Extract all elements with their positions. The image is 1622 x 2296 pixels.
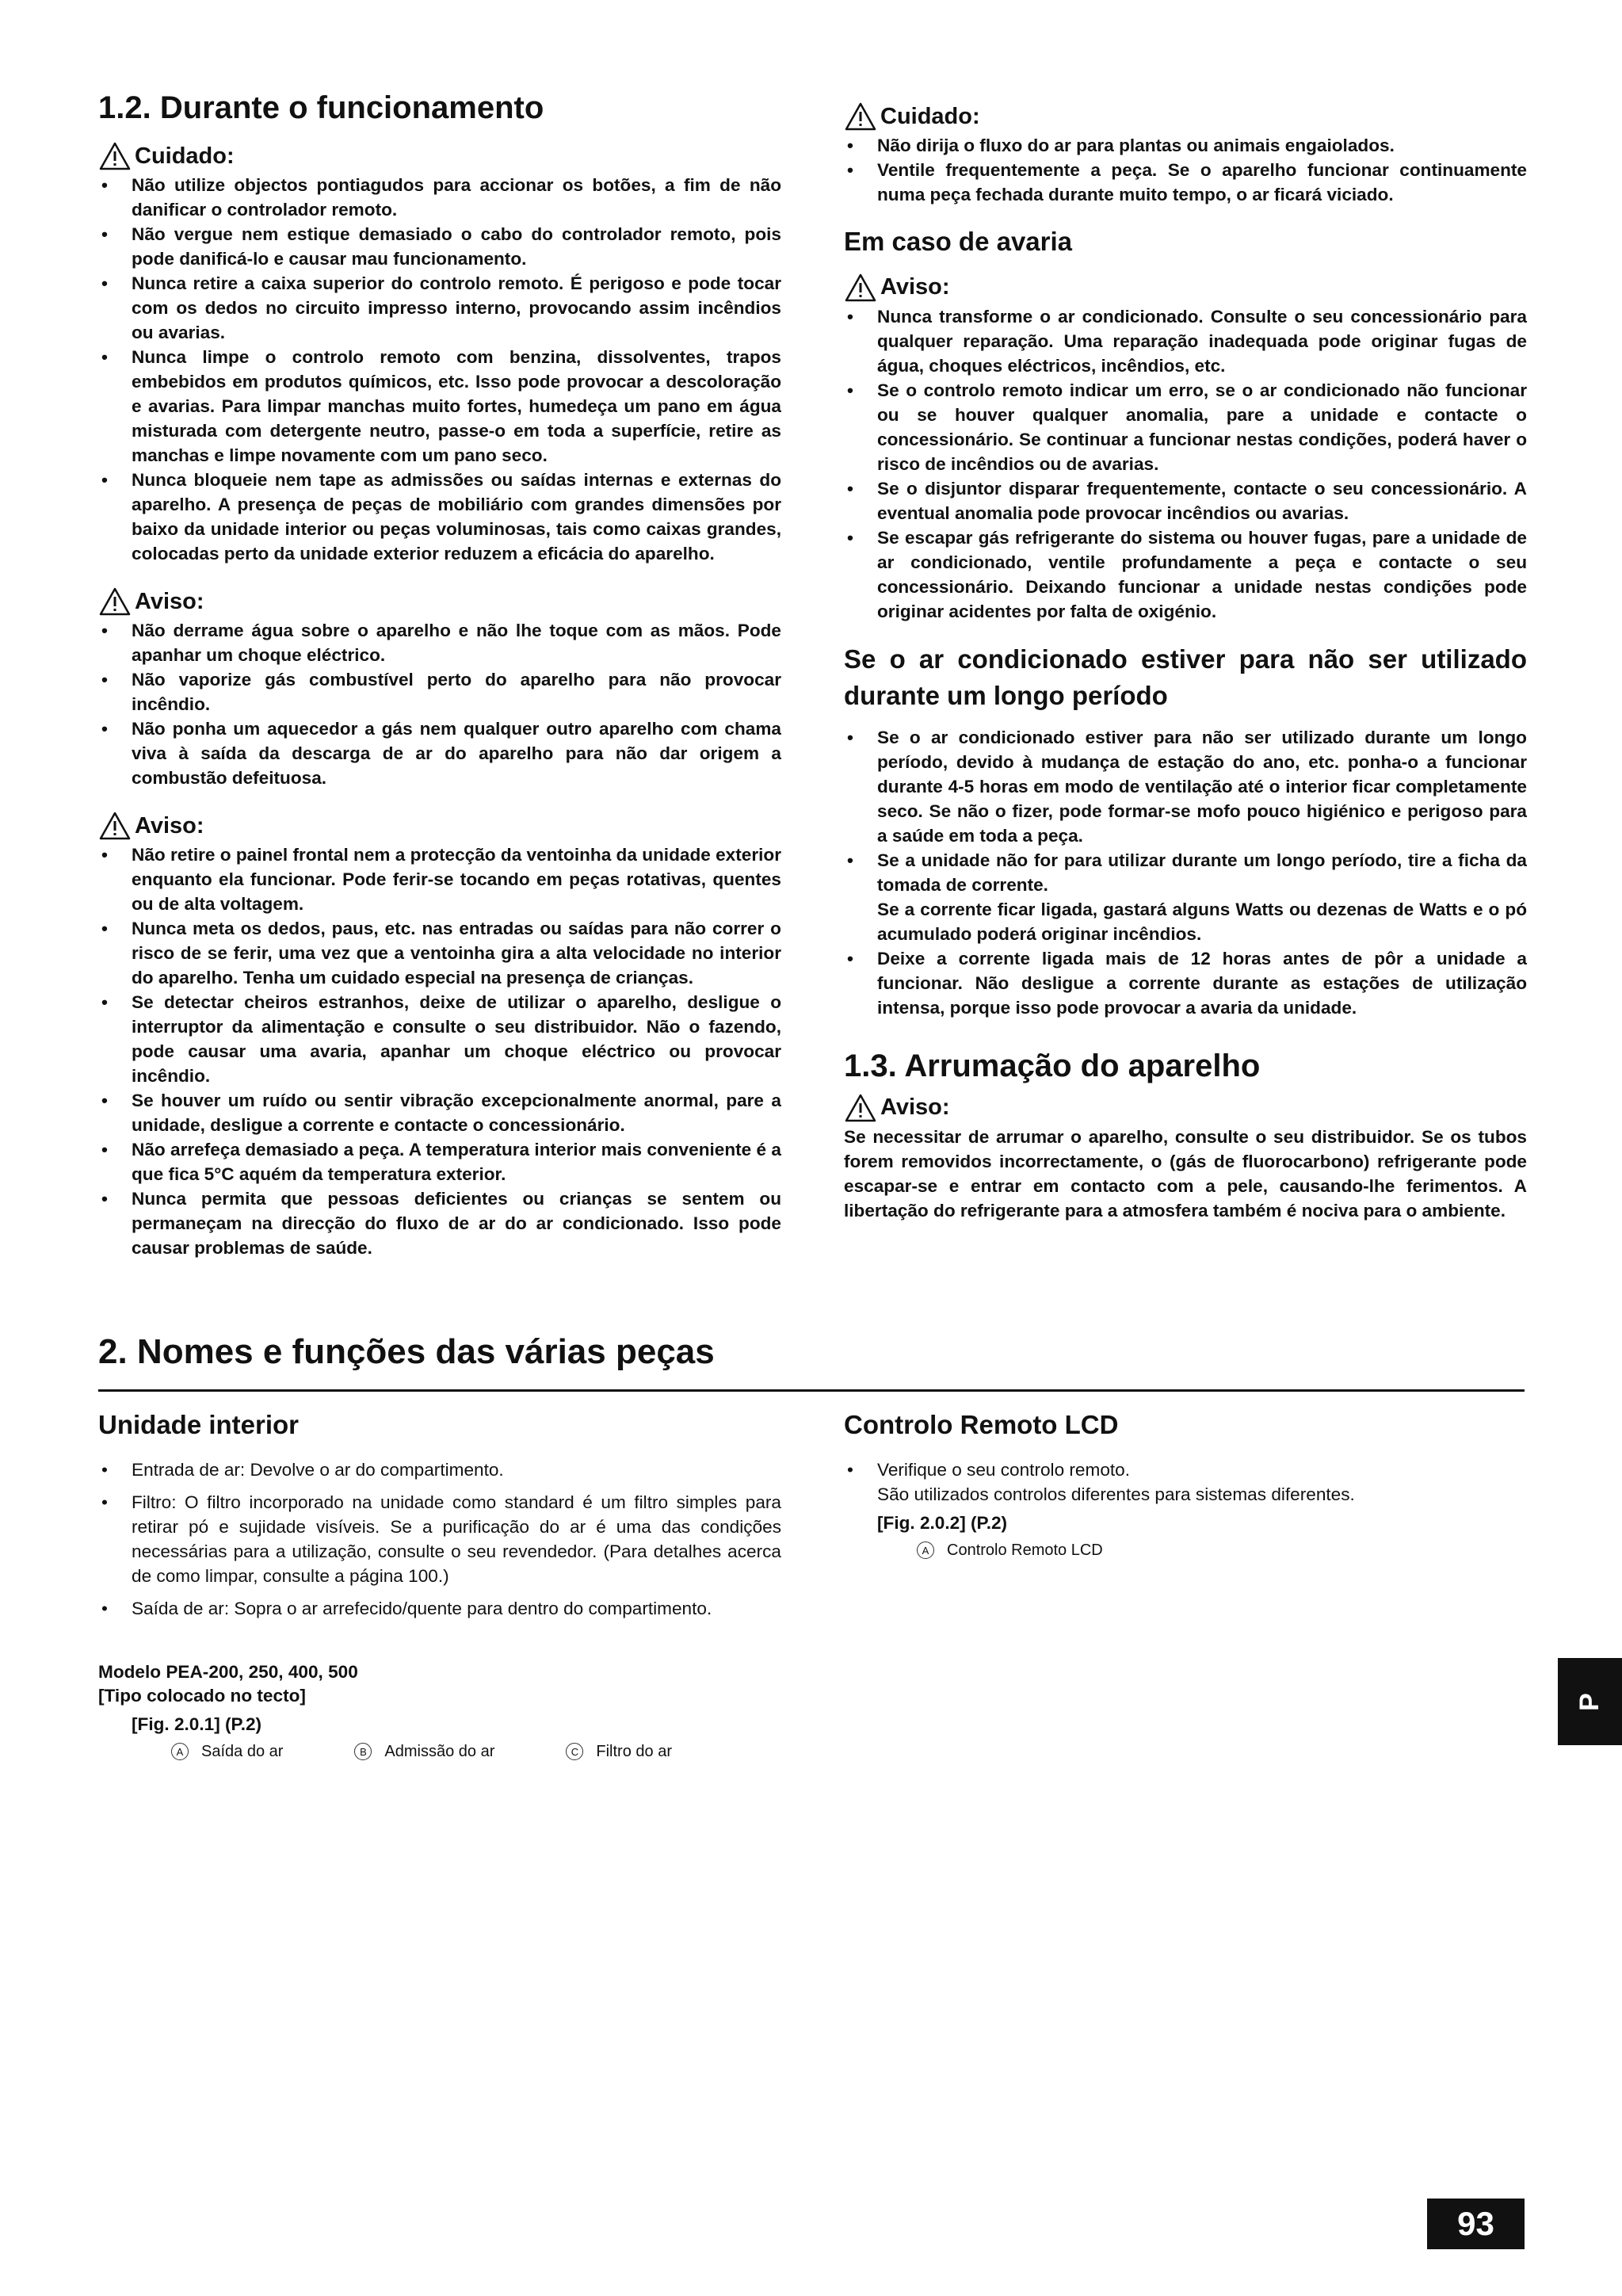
list-item: • Nunca bloqueie nem tape as admissões ou saídas internas e externas do aparelho. A presença de peças de mobiliário com grandes dimensões por baixo da unidade interior ou peças voluminosas, tais como caixas grandes, colocadas perto da unidade exterior reduzem a eficácia do aparelho. [98,468,781,566]
breakdown-heading: Em caso de avaria [844,227,1073,256]
remote-control-list [844,1457,1527,1507]
list-item: • Não dirija o fluxo do ar para plantas ou animais engaiolados. [844,133,1527,158]
warning-list [98,618,781,790]
warning-triangle-icon [844,273,877,303]
warning-label: Aviso: [844,1093,1527,1123]
warning-triangle-icon [98,811,132,841]
legend-item: A Controlo Remoto LCD [917,1541,1103,1560]
section-divider [98,1389,1525,1392]
legend-item: B Admissão do ar [354,1743,494,1761]
indoor-unit-heading: Unidade interior [98,1410,300,1439]
list-item: • Saída de ar: Sopra o ar arrefecido/quente para dentro do compartimento. [98,1596,781,1621]
list-item: • Entrada de ar: Devolve o ar do compartimento. [98,1457,781,1482]
list-item: • Filtro: O filtro incorporado na unidade como standard é um filtro simples para retirar pó e sujidade visíveis. Se a purificação do ar é uma das condições necessárias para a utilização, consulte o seu revendedor. (Para detalhes acerca de como limpar, consulte a página 100.) [98,1490,781,1588]
section-1-2-heading: 1.2. Durante o funcionamento [98,90,544,125]
list-item: • Nunca retire a caixa superior do controlo remoto. É perigoso e pode tocar com os dedos no circuito impresso interno, provocando assim incêndios ou avarias. [98,271,781,345]
remote-control-heading: Controlo Remoto LCD [844,1410,1119,1439]
list-item: • Não vaporize gás combustível perto do aparelho para não provocar incêndio. [98,667,781,716]
left-column [98,89,781,1260]
indoor-unit-block [98,1408,781,1761]
list-item: • Nunca transforme o ar condicionado. Consulte o seu concessionário para qualquer reparação. Uma reparação inadequada pode originar fugas de água, choques eléctricos, incêndios, etc. [844,304,1527,378]
section-2-heading: 2. Nomes e funções das várias peças [98,1332,715,1371]
right-column [844,101,1527,1223]
page-number: 93 [1427,2199,1525,2249]
model-type: [Tipo colocado no tecto] [98,1685,306,1706]
list-item: • Se o controlo remoto indicar um erro, se o ar condicionado não funcionar ou se houver qualquer anomalia, pare a unidade e contacte o concessionário. Se continuar a funcionar nestas condições, poderá haver o risco de incêndios ou de avarias. [844,378,1527,476]
list-item: • Se o disjuntor disparar frequentemente, contacte o seu concessionário. A eventual anomalia pode provocar incêndios ou avarias. [844,476,1527,525]
circled-letter-icon: A [171,1743,189,1760]
list-item: • Não vergue nem estique demasiado o cabo do controlador remoto, pois pode danificá-lo e causar mau funcionamento. [98,222,781,271]
list-item: • Deixe a corrente ligada mais de 12 horas antes de pôr a unidade a funcionar. Não desligue a corrente durante as estações de utilização intensa, porque isso pode provocar a avaria da unidade. [844,946,1527,1020]
legend-item: A Saída do ar [171,1743,283,1761]
list-item: • Não utilize objectos pontiagudos para accionar os botões, a fim de não danificar o controlador remoto. [98,173,781,222]
warning-triangle-icon [844,101,877,132]
circled-letter-icon: C [566,1743,583,1760]
figure-legend [917,1541,1527,1560]
warning-label: Aviso: [98,811,781,841]
warning-triangle-icon [98,586,132,617]
indoor-unit-list [98,1457,781,1621]
model-name: Modelo PEA-200, 250, 400, 500 [98,1661,358,1682]
warning-label: Aviso: [844,273,1527,303]
section-1-3-heading: 1.3. Arrumação do aparelho [844,1048,1261,1083]
warning-label: Aviso: [98,586,781,617]
list-item: • Se escapar gás refrigerante do sistema ou houver fugas, pare a unidade de ar condicionado, ventile profundamente a peça e contacte o seu concessionário. Deixando funcionar a unidade nestas condições pode originar acidentes por falta de oxigénio. [844,525,1527,624]
warning-triangle-icon [844,1093,877,1123]
warning-list [98,842,781,1260]
caution-label: Cuidado: [98,141,781,171]
caution-list [844,133,1527,207]
list-item: • Nunca permita que pessoas deficientes ou crianças se sentem ou permaneçam na direcção do fluxo de ar do ar condicionado. Isso pode causar problemas de saúde. [98,1186,781,1260]
list-item: • Verifique o seu controlo remoto. São utilizados controlos diferentes para sistemas diferentes. [844,1457,1527,1507]
warning-triangle-icon [98,141,132,171]
list-item: • Ventile frequentemente a peça. Se o aparelho funcionar continuamente numa peça fechada durante muito tempo, o ar ficará viciado. [844,158,1527,207]
caution-label: Cuidado: [844,101,1527,132]
list-item: • Se a unidade não for para utilizar durante um longo período, tire a ficha da tomada de corrente. Se a corrente ficar ligada, gastará alguns Watts ou dezenas de Watts e o pó acumulado poderá originar incêndios. [844,848,1527,946]
figure-reference: [Fig. 2.0.1] (P.2) [132,1713,262,1734]
section-2-header [98,1331,1525,1373]
figure-legend [171,1743,781,1761]
list-item: • Se detectar cheiros estranhos, deixe de utilizar o aparelho, desligue o interruptor da alimentação e consulte o seu distribuidor. Não o fazendo, pode causar uma avaria, apanhar um choque eléctrico ou provocar incêndio. [98,990,781,1088]
caution-list [98,173,781,566]
list-item: • Não arrefeça demasiado a peça. A temperatura interior mais conveniente é a que fica 5°C aquém da temperatura exterior. [98,1137,781,1186]
list-item: • Nunca meta os dedos, paus, etc. nas entradas ou saídas para não correr o risco de se ferir, uma vez que a ventoinha gira a alta velocidade no interior do aparelho. Tenha um cuidado especial na presença de crianças. [98,916,781,990]
list-item: • Se houver um ruído ou sentir vibração excepcionalmente anormal, pare a unidade, desligue a corrente e contacte o concessionário. [98,1088,781,1137]
list-item: • Não retire o painel frontal nem a protecção da ventoinha da unidade exterior enquanto ela funcionar. Pode ferir-se tocando em peças rotativas, quentes ou de alta voltagem. [98,842,781,916]
unused-heading: Se o ar condicionado estiver para não ser utilizado durante um longo período [844,644,1527,710]
figure-reference: [Fig. 2.0.2] (P.2) [877,1512,1008,1533]
circled-letter-icon: A [917,1541,934,1559]
unused-list [844,725,1527,1020]
list-item: • Não derrame água sobre o aparelho e não lhe toque com as mãos. Pode apanhar um choque eléctrico. [98,618,781,667]
language-tab: P [1558,1658,1622,1745]
list-item: • Não ponha um aquecedor a gás nem qualquer outro aparelho com chama viva à saída da descarga de ar do aparelho para não dar origem a combustão defeituosa. [98,716,781,790]
legend-item: C Filtro do ar [566,1743,672,1761]
list-item: • Nunca limpe o controlo remoto com benzina, dissolventes, trapos embebidos em produtos químicos, etc. Isso pode provocar a descoloração e avarias. Para limpar manchas muito fortes, humedeça um pano em água misturada com detergente neutro, passe-o em toda a superfície, retire as manchas e limpe novamente com um pano seco. [98,345,781,468]
remote-control-block [844,1408,1527,1560]
disposal-text: Se necessitar de arrumar o aparelho, consulte o seu distribuidor. Se os tubos forem removidos incorrectamente, o (gás de fluorocarbono) refrigerante pode escapar-se e entrar em contacto com a pele, causando-lhe ferimentos. A libertação do refrigerante para a atmosfera também é nociva para o ambiente. [844,1126,1527,1221]
list-item: • Se o ar condicionado estiver para não ser utilizado durante um longo período, devido à mudança de estação do ano, etc. ponha-o a funcionar durante 4-5 horas em modo de ventilação até o interior ficar completamente seco. Se não o fizer, pode formar-se mofo pouco higiénico e perigoso para a saúde em toda a peça. [844,725,1527,848]
warning-list [844,304,1527,624]
circled-letter-icon: B [354,1743,372,1760]
